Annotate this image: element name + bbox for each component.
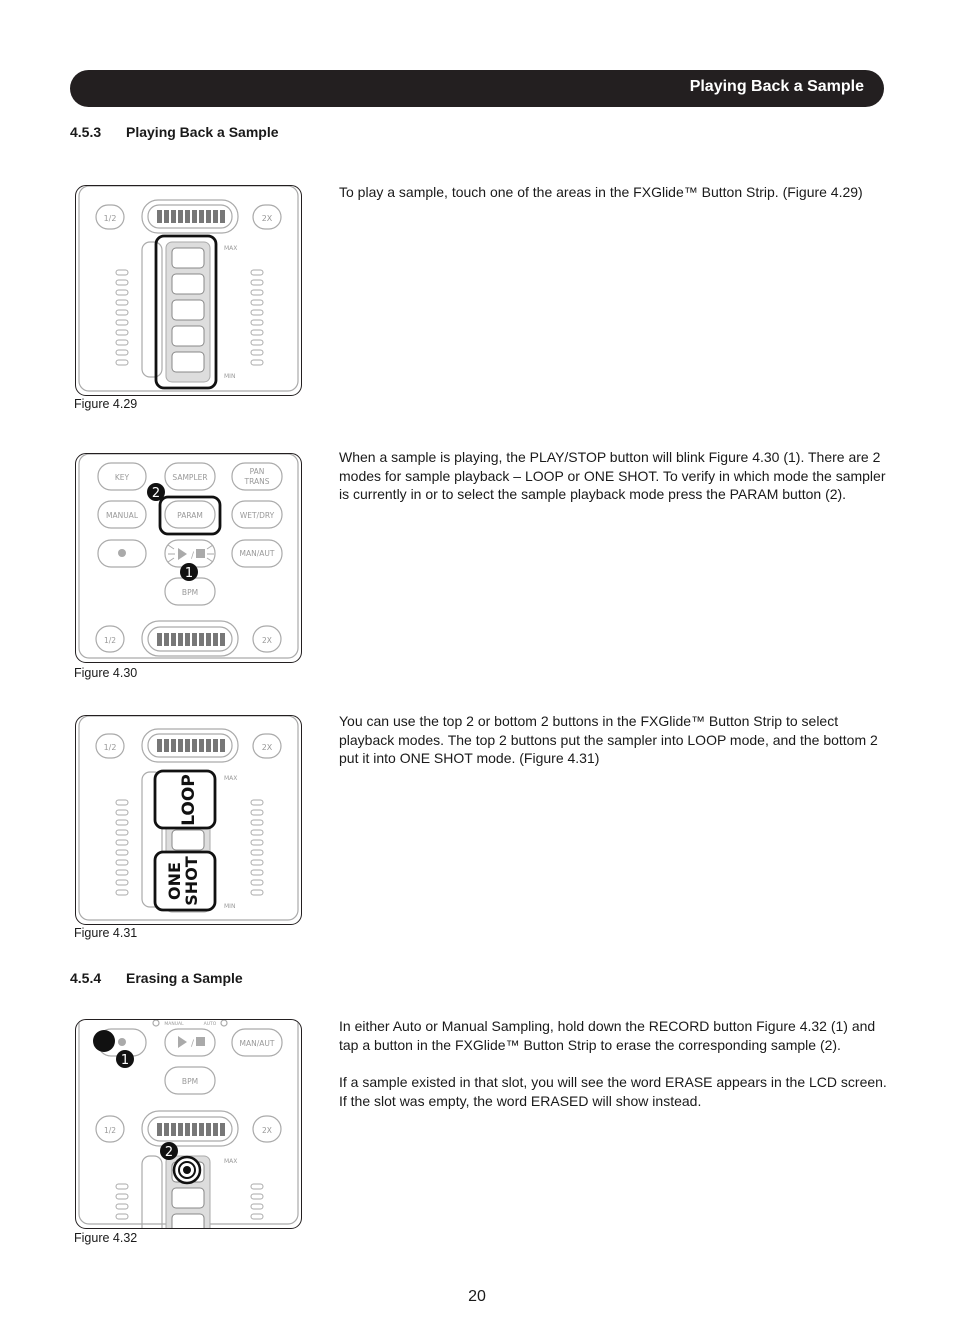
svg-text:MAN/AUT: MAN/AUT: [239, 549, 275, 558]
svg-text:ONE: ONE: [165, 862, 184, 900]
svg-text:MIN: MIN: [224, 373, 236, 380]
section-number: 4.5.3: [70, 124, 102, 140]
chapter-title: Playing Back a Sample: [689, 78, 864, 95]
svg-text:PARAM: PARAM: [177, 511, 203, 520]
svg-text:2X: 2X: [261, 743, 273, 752]
svg-text:1: 1: [184, 566, 194, 581]
caption-4-30: Figure 4.30: [74, 666, 138, 680]
section-number: 4.5.4: [70, 970, 102, 986]
svg-text:MIN: MIN: [224, 903, 236, 910]
figure-4-31: [75, 715, 302, 925]
svg-text:BPM: BPM: [181, 1077, 199, 1086]
svg-text:WET/DRY: WET/DRY: [239, 511, 275, 520]
svg-text:1/2: 1/2: [103, 743, 117, 752]
svg-text:/: /: [191, 551, 195, 561]
svg-text:1: 1: [120, 1053, 130, 1068]
caption-4-31: Figure 4.31: [74, 926, 138, 940]
caption-4-32: Figure 4.32: [74, 1231, 138, 1245]
svg-text:1/2: 1/2: [103, 636, 117, 645]
paragraph-4-30: When a sample is playing, the PLAY/STOP button will blink Figure 4.30 (1). There are 2 modes for sample playback – LOOP or ONE SHOT. To verify in which mode the sampler is currently in or to select the sample playback mode press the PARAM button (2).: [339, 449, 886, 503]
section-title: Playing Back a Sample: [126, 124, 279, 140]
svg-text:KEY: KEY: [114, 473, 130, 482]
svg-text:2: 2: [151, 486, 161, 501]
paragraph-4-31: You can use the top 2 or bottom 2 buttons in the FXGlide™ Button Strip to select playback modes. The top 2 buttons put the sampler into LOOP mode, and the bottom 2 put it into ONE SHOT mode. (Figure 4.31): [339, 713, 878, 767]
section-heading-4-5-3: [70, 124, 279, 140]
svg-text:1/2: 1/2: [103, 1126, 117, 1135]
svg-text:MAX: MAX: [224, 245, 238, 252]
svg-text:MAX: MAX: [224, 1158, 238, 1165]
svg-text:SAMPLER: SAMPLER: [172, 473, 208, 482]
svg-text:MANUAL: MANUAL: [105, 511, 139, 520]
chapter-header-bar: [70, 70, 884, 107]
section-heading-4-5-4: [70, 970, 243, 986]
svg-text:2X: 2X: [262, 636, 272, 645]
svg-text:MAX: MAX: [224, 775, 238, 782]
svg-text:TRANS: TRANS: [244, 477, 270, 486]
figure-4-29: [75, 185, 302, 396]
svg-text:2X: 2X: [261, 214, 273, 223]
svg-text:MANUAL: MANUAL: [164, 1022, 184, 1027]
svg-text:SHOT: SHOT: [182, 856, 201, 906]
svg-text:2X: 2X: [262, 1126, 272, 1135]
svg-text:LOOP: LOOP: [179, 774, 199, 826]
paragraph-4-32a: In either Auto or Manual Sampling, hold down the RECORD button Figure 4.32 (1) and tap a button in the FXGlide™ Button Strip to erase the corresponding sample (2).: [339, 1018, 876, 1053]
figure-4-30: [75, 453, 302, 663]
left-strip-guide: [142, 242, 162, 377]
paragraph-4-32b: If a sample existed in that slot, you will see the word ERASE appears in the LCD screen. If the slot was empty, the word ERASED will show instead.: [339, 1074, 887, 1109]
page-number: 20: [468, 1288, 486, 1305]
section-title: Erasing a Sample: [126, 970, 243, 986]
svg-text:AUTO: AUTO: [203, 1022, 217, 1027]
caption-4-29: Figure 4.29: [74, 397, 138, 411]
svg-text:BPM: BPM: [181, 588, 199, 597]
svg-text:MAN/AUT: MAN/AUT: [239, 1039, 275, 1048]
svg-text:2: 2: [164, 1145, 174, 1160]
svg-text:1/2: 1/2: [103, 214, 117, 223]
svg-text:/: /: [191, 1039, 195, 1049]
paragraph-4-29: To play a sample, touch one of the areas in the FXGlide™ Button Strip. (Figure 4.29): [339, 184, 863, 200]
record-press-dot: [93, 1030, 115, 1052]
svg-text:PAN: PAN: [249, 467, 265, 476]
figure-4-32: [75, 1019, 302, 1229]
